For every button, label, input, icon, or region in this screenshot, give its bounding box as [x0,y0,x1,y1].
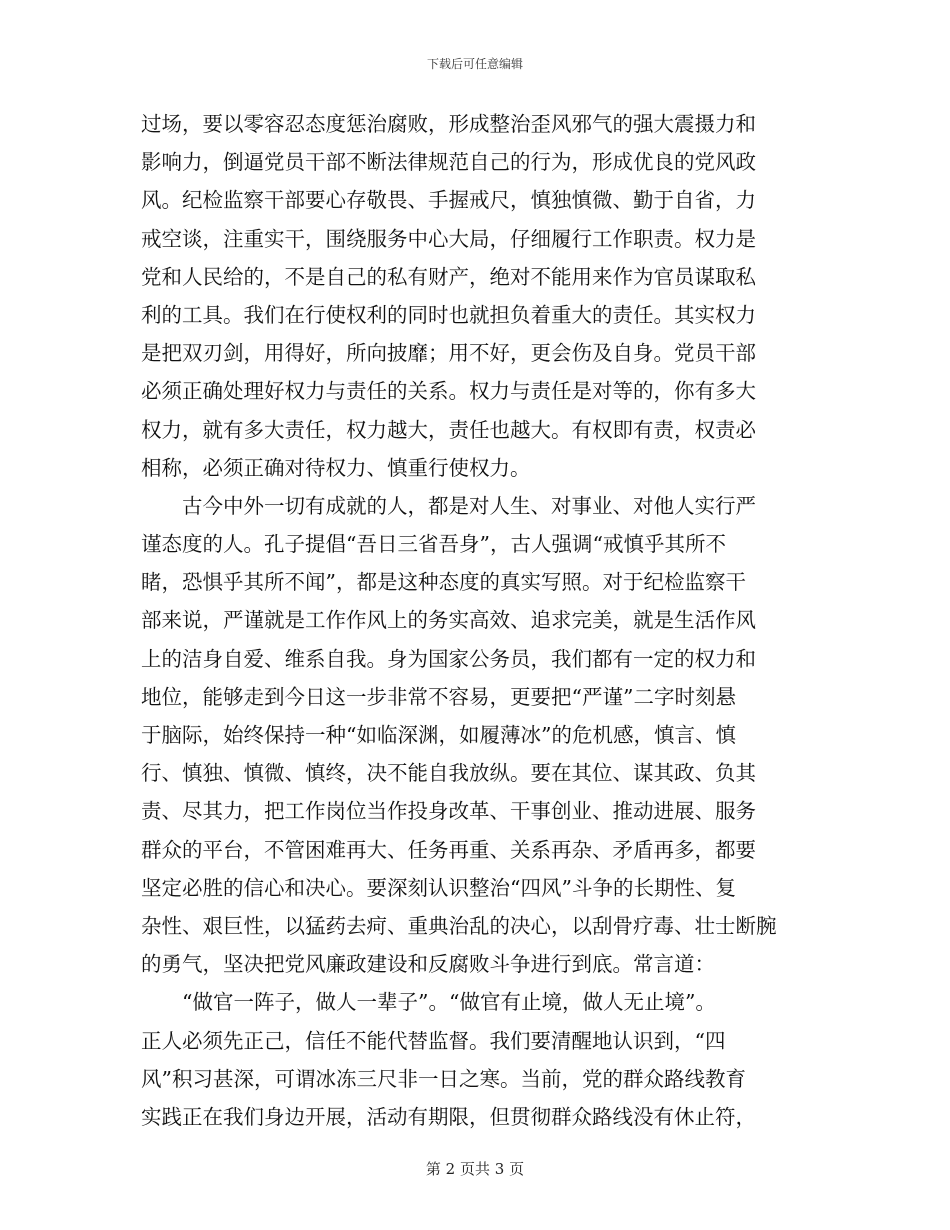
text-line: 坚定必胜的信心和决心。要深刻认识整治“四风”斗争的长期性、复 [141,875,736,900]
text-line: 党和人民给的，不是自己的私有财产，绝对不能用来作为官员谋取私 [141,264,756,289]
text-line: 风。纪检监察干部要心存敬畏、手握戒尺，慎独慎微、勤于自省，力 [141,188,756,213]
page-footer: 第 2 页共 3 页 [425,1160,525,1178]
text-line: 群众的平台，不管困难再大、任务再重、关系再杂、矛盾再多，都要 [141,837,756,862]
text-line: 戒空谈，注重实干，围绕服务中心大局，仔细履行工作职责。权力是 [141,226,756,251]
text-line: 于脑际，始终保持一种“如临深渊，如履薄冰”的危机感，慎言、慎 [141,723,736,747]
text-line: 古今中外一切有成就的人，都是对人生、对事业、对他人实行严 [141,493,756,518]
text-line: 行、慎独、慎微、慎终，决不能自我放纵。要在其位、谋其政、负其 [141,761,756,786]
text-line: 的勇气，坚决把党风廉政建设和反腐败斗争进行到底。常言道： [141,952,715,977]
text-line: 是把双刃剑，用得好，所向披靡；用不好，更会伤及自身。党员干部 [141,341,756,366]
text-line: 责、尽其力，把工作岗位当作投身改革、干事创业、推动进展、服务 [141,799,756,824]
text-line: 权力，就有多大责任，权力越大，责任也越大。有权即有责，权责必 [141,417,756,442]
text-line: 必须正确处理好权力与责任的关系。权力与责任是对等的，你有多大 [141,379,756,404]
document-body [141,105,801,1136]
text-line: 谨态度的人。孔子提倡“吾日三省吾身”，古人强调“戒慎乎其所不 [141,532,726,557]
text-line: 地位，能够走到今日这一步非常不容易，更要把“严谨”二字时刻悬 [141,684,736,709]
text-line: 影响力，倒逼党员干部不断法律规范自己的行为，形成优良的党风政 [141,150,756,175]
text-line: 利的工具。我们在行使权利的同时也就担负着重大的责任。其实权力 [141,302,756,327]
text-line: 杂性、艰巨性，以猛药去疴、重典治乱的决心，以刮骨疗毒、壮士断腕 [141,913,777,938]
text-line: 过场，要以零容忍态度惩治腐败，形成整治歪风邪气的强大震摄力和 [141,112,756,136]
text-line: 睹，恐惧乎其所不闻”，都是这种态度的真实写照。对于纪检监察干 [141,570,746,595]
text-line: 实践正在我们身边开展，活动有期限，但贯彻群众路线没有休止符， [141,1104,756,1129]
text-line: 正人必须先正己，信任不能代替监督。我们要清醒地认识到，“四 [141,1028,726,1053]
text-line: 风”积习甚深，可谓冰冻三尺非一日之寒。当前，党的群众路线教育 [141,1066,746,1091]
text-line: 相称，必须正确对待权力、慎重行使权力。 [141,455,531,480]
text-line: “做官一阵子，做人一辈子”。“做官有止境，做人无止境”。 [141,990,716,1015]
page-header: 下载后可任意编辑 [426,57,523,71]
text-line: 上的洁身自爱、维系自我。身为国家公务员，我们都有一定的权力和 [141,646,756,671]
text-line: 部来说，严谨就是工作作风上的务实高效、追求完美，就是生活作风 [141,608,756,633]
